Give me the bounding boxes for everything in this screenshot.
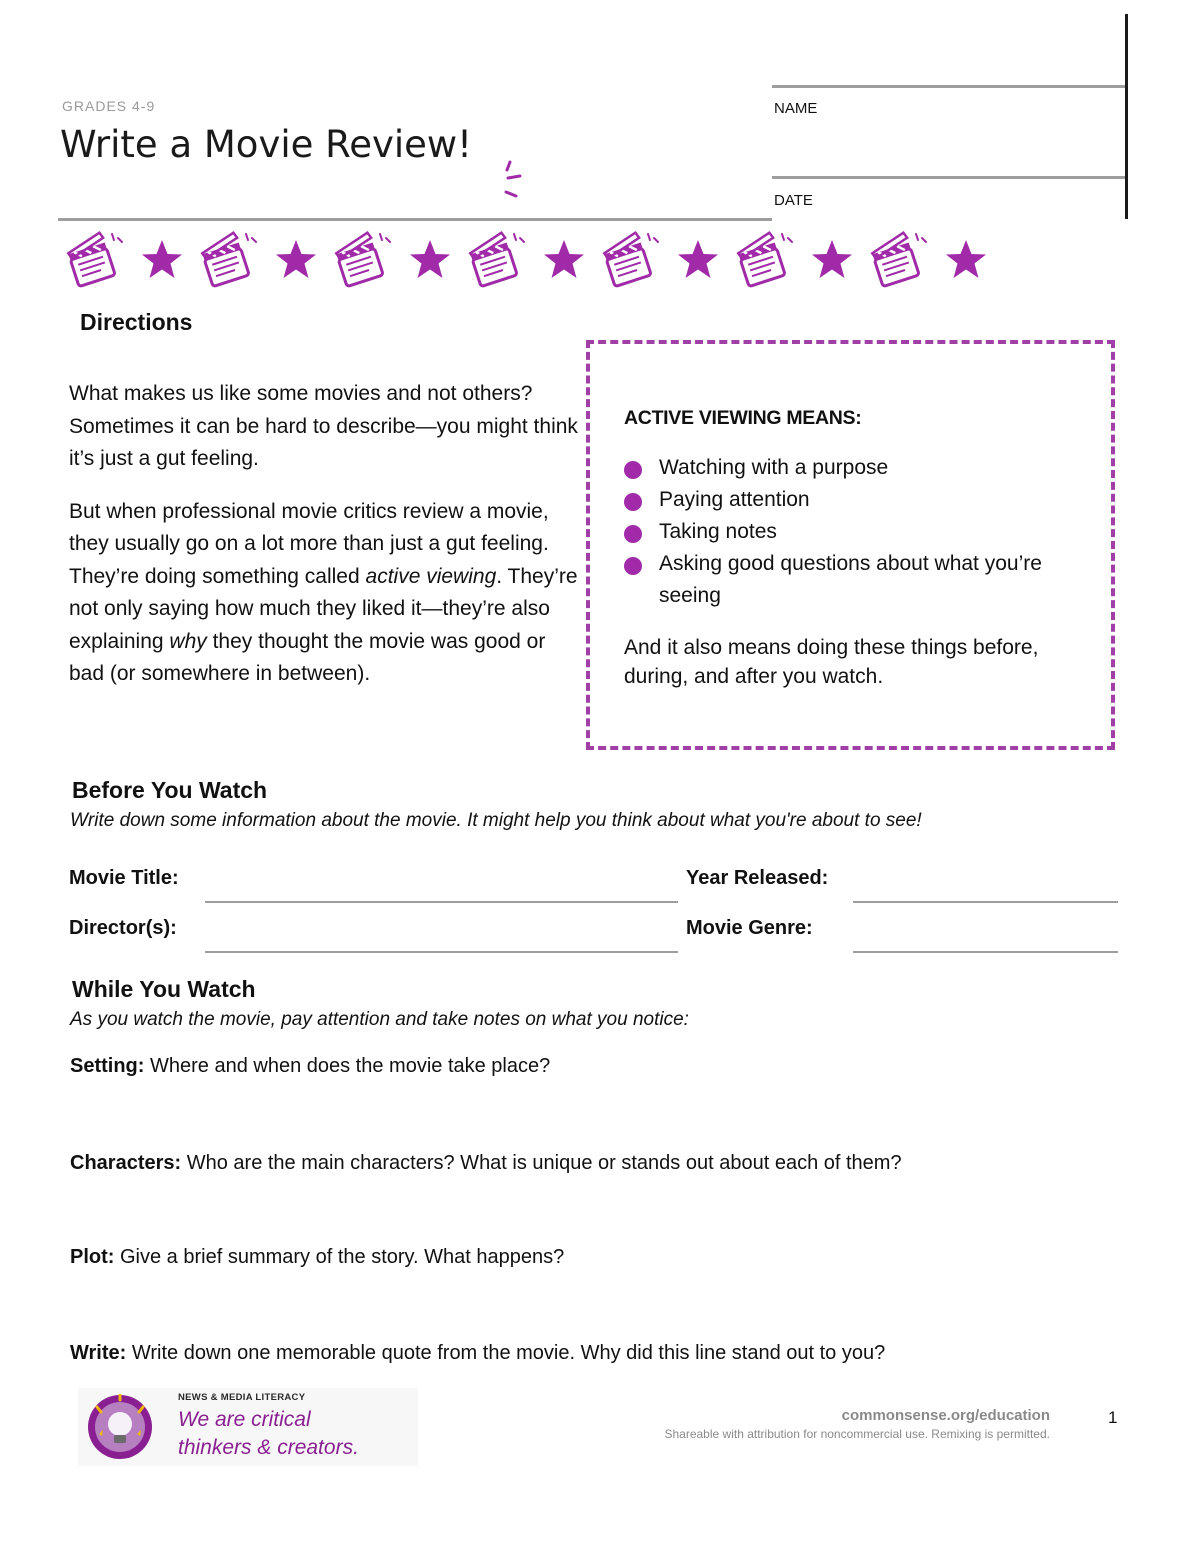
directions-p2-emphasis-why: why (169, 629, 207, 653)
news-media-literacy-label: NEWS & MEDIA LITERACY (178, 1392, 306, 1403)
title-divider (58, 218, 772, 221)
prompt-label: Write: (70, 1342, 127, 1364)
list-item-text: Paying attention (659, 488, 810, 511)
directions-paragraph-1: What makes us like some movies and not others? Sometimes it can be hard to describe—you might think it’s just a gut feeling. (69, 382, 578, 470)
write-prompt (70, 1342, 885, 1365)
prompt-text: Give a brief summary of the story. What happens? (114, 1246, 565, 1268)
star-icon (932, 228, 1000, 290)
movie-genre-label: Movie Genre: (686, 917, 813, 939)
directions-paragraph-2 (69, 496, 579, 691)
directions-p2-emphasis-active-viewing: active viewing (365, 564, 497, 588)
page-title: Write a Movie Review! (60, 123, 472, 166)
directions-p2-text-b: . They’re not only saying how much they liked it—they’re also explaining (69, 564, 578, 653)
bullet-dot-icon (624, 493, 642, 511)
star-icon (798, 228, 866, 290)
prompt-label: Setting: (70, 1055, 145, 1077)
movie-genre-field[interactable] (853, 951, 1118, 953)
bullet-dot-icon (624, 525, 642, 543)
while-you-watch-heading: While You Watch (72, 976, 256, 1002)
while-you-watch-subtitle: As you watch the movie, pay attention and take notes on what you notice: (70, 1009, 689, 1030)
lightbulb-badge-icon (87, 1394, 153, 1460)
date-field[interactable]: DATE (774, 192, 813, 209)
footer-slogan (178, 1406, 359, 1462)
active-viewing-heading: ACTIVE VIEWING MEANS: (624, 407, 862, 429)
list-item (624, 452, 1094, 484)
prompt-text: Write down one memorable quote from the movie. Why did this line stand out to you? (126, 1342, 886, 1364)
before-you-watch-subtitle: Write down some information about the movie. It might help you think about what you're about to see! (70, 810, 922, 831)
before-you-watch-heading: Before You Watch (72, 777, 268, 803)
list-item (624, 484, 1094, 516)
star-icon (128, 228, 196, 290)
year-released-field[interactable] (853, 901, 1118, 903)
list-item-text: Asking good questions about what you’re seeing (659, 552, 1042, 607)
date-line (772, 176, 1127, 179)
clapperboard-icon (330, 228, 396, 290)
active-viewing-list (624, 452, 1094, 612)
list-item-text: Watching with a purpose (659, 456, 889, 479)
clapperboard-icon (598, 228, 664, 290)
prompt-label: Plot: (70, 1246, 115, 1268)
name-field[interactable]: NAME (774, 100, 818, 117)
prompt-text: Where and when does the movie take place? (144, 1055, 551, 1077)
movie-title-field[interactable] (205, 901, 678, 903)
list-item (624, 516, 1094, 548)
prompt-text: Who are the main characters? What is unique or stands out about each of them? (181, 1152, 902, 1174)
decorative-icon-row (62, 228, 1072, 290)
name-line (772, 85, 1127, 88)
clapperboard-icon (62, 228, 128, 290)
directors-label: Director(s): (69, 917, 177, 939)
license-notice: Shareable with attribution for noncommercial use. Remixing is permitted. (664, 1427, 1050, 1441)
year-released-label: Year Released: (686, 867, 829, 889)
star-icon (396, 228, 464, 290)
active-viewing-footer: And it also means doing these things before, during, and after you watch. (624, 636, 1039, 688)
commonsense-url-link[interactable]: commonsense.org/education (841, 1407, 1050, 1424)
list-item-text: Taking notes (659, 520, 777, 543)
directions-p2-text-c: they thought the movie was good or bad (or somewhere in between). (69, 629, 546, 685)
characters-prompt (70, 1152, 902, 1175)
bullet-dot-icon (624, 461, 642, 479)
directions-text (69, 378, 579, 711)
clapperboard-icon (464, 228, 530, 290)
clapperboard-icon (866, 228, 932, 290)
star-icon (262, 228, 330, 290)
plot-prompt (70, 1246, 564, 1269)
directions-heading: Directions (80, 309, 193, 335)
clapperboard-icon (732, 228, 798, 290)
grade-level: GRADES 4-9 (62, 98, 156, 114)
slogan-line-1: We are critical (178, 1408, 311, 1431)
prompt-label: Characters: (70, 1152, 182, 1174)
page-number: 1 (1108, 1408, 1118, 1427)
clapperboard-icon (196, 228, 262, 290)
star-icon (530, 228, 598, 290)
star-icon (664, 228, 732, 290)
directions-p2-text-a: But when professional movie critics review a movie, they usually go on a lot more than just a gut feeling. They’re doing something called (69, 499, 549, 588)
setting-prompt (70, 1055, 550, 1078)
bullet-dot-icon (624, 557, 642, 575)
header-side-rule (1125, 14, 1128, 219)
slogan-line-2: thinkers & creators. (178, 1436, 359, 1459)
spark-decoration-icon (498, 158, 526, 200)
list-item (624, 548, 1094, 612)
directors-field[interactable] (205, 951, 678, 953)
movie-title-label: Movie Title: (69, 867, 179, 889)
